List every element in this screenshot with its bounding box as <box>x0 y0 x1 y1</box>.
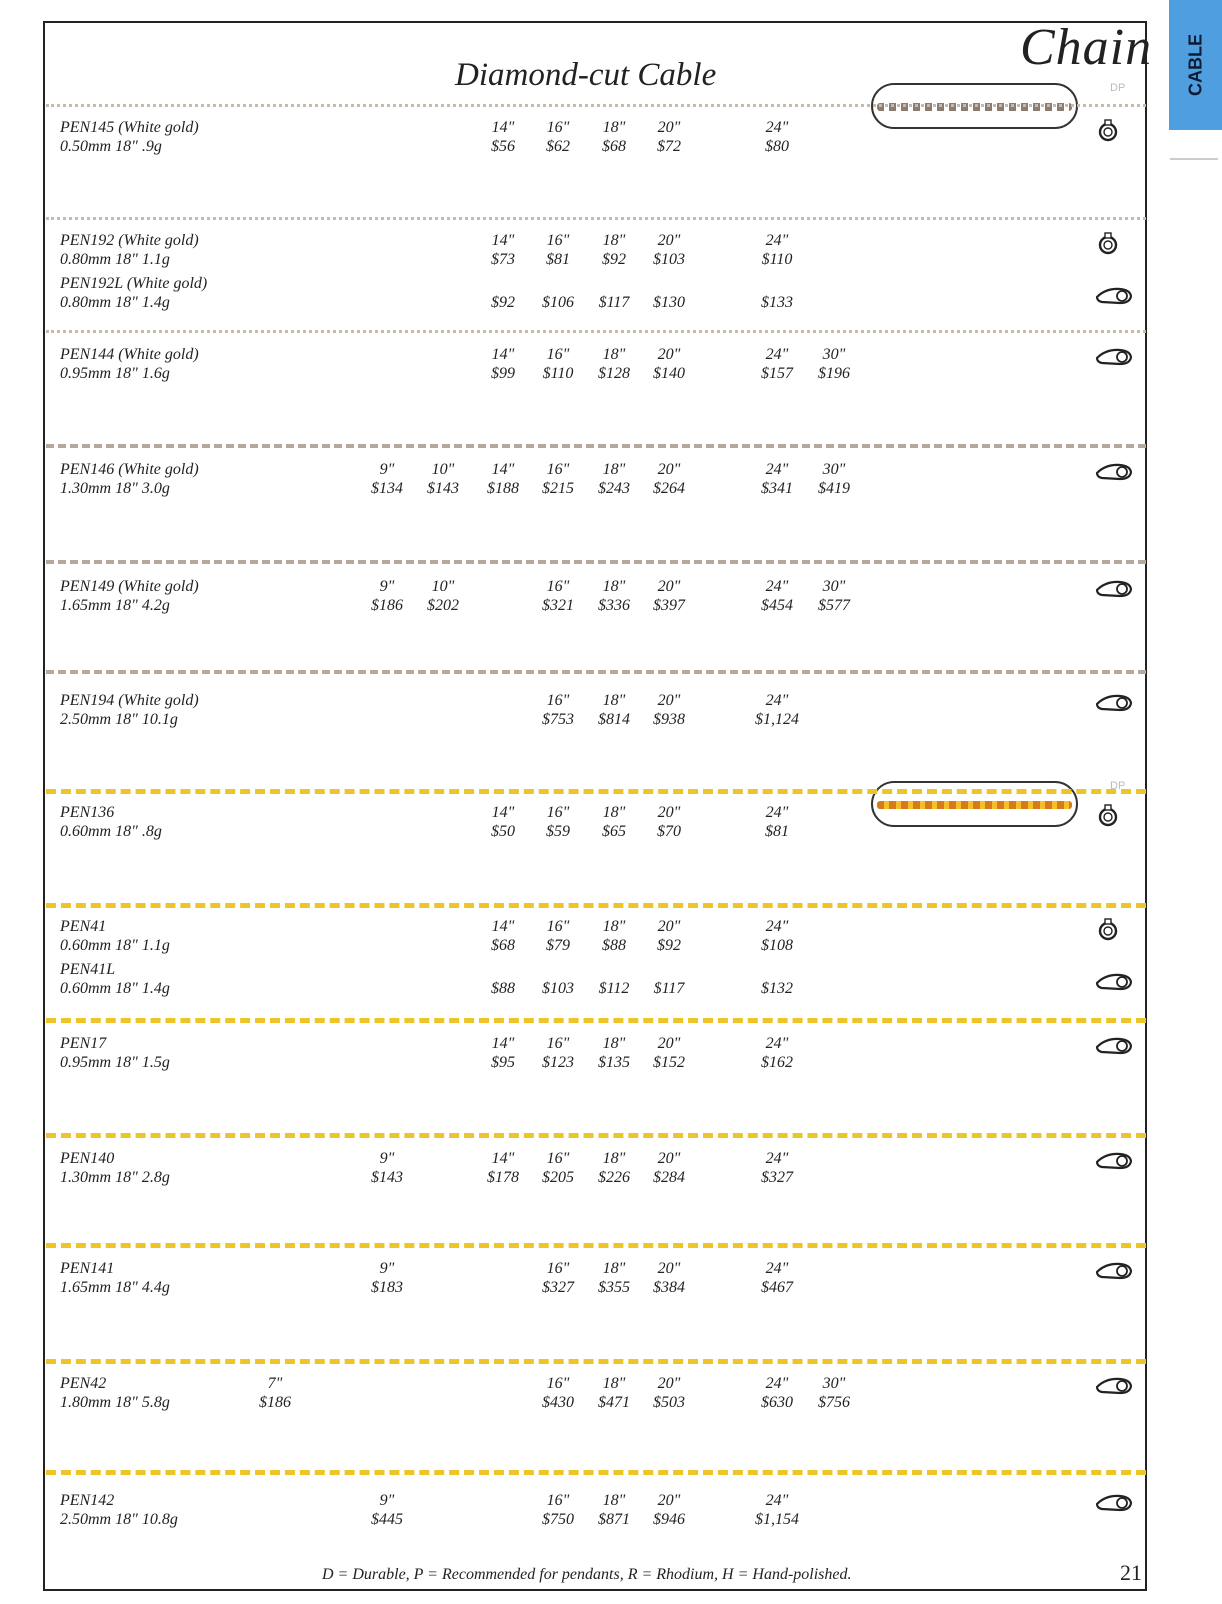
length-label <box>742 960 812 979</box>
price-value: $92 <box>657 937 681 954</box>
chain-strip <box>46 670 1146 674</box>
price-cell <box>240 1374 310 1412</box>
length-label: 14" <box>491 1035 515 1052</box>
length-label: 18" <box>602 1492 626 1509</box>
length-label: 20" <box>657 918 681 935</box>
price-value: $355 <box>598 1279 630 1296</box>
price-value: $50 <box>491 823 515 840</box>
price-cell <box>634 1491 704 1529</box>
price-value: $132 <box>761 980 793 997</box>
price-value: $202 <box>427 597 459 614</box>
price-cell <box>634 345 704 383</box>
category-tab[interactable] <box>1169 0 1222 130</box>
length-label: 9" <box>379 578 395 595</box>
sample-badge: DP <box>1110 82 1126 94</box>
price-value: $79 <box>546 937 570 954</box>
price-value: $384 <box>653 1279 685 1296</box>
price-value: $140 <box>653 365 685 382</box>
price-value: $938 <box>653 711 685 728</box>
length-label <box>634 274 704 293</box>
length-label: 30" <box>822 578 846 595</box>
product-spec: 2.50mm 18" 10.1g <box>60 711 178 728</box>
price-value: $70 <box>657 823 681 840</box>
product-spec: 0.80mm 18" 1.1g <box>60 251 170 268</box>
price-value: $95 <box>491 1054 515 1071</box>
length-label: 20" <box>657 461 681 478</box>
price-value: $59 <box>546 823 570 840</box>
price-value: $445 <box>371 1511 403 1528</box>
price-value: $152 <box>653 1054 685 1071</box>
price-cell <box>634 460 704 498</box>
product-spec: 1.80mm 18" 5.8g <box>60 1394 170 1411</box>
length-label: 14" <box>491 918 515 935</box>
price-value: $106 <box>542 294 574 311</box>
product-info <box>60 803 162 841</box>
product-name: PEN41L <box>60 961 116 978</box>
price-value: $73 <box>491 251 515 268</box>
product-info <box>60 345 199 383</box>
length-label: 16" <box>546 119 570 136</box>
chain-strip <box>46 104 1146 107</box>
length-label: 24" <box>765 1375 789 1392</box>
price-value: $183 <box>371 1279 403 1296</box>
sample-badge: DP <box>1110 780 1126 792</box>
price-value: $327 <box>542 1279 574 1296</box>
price-value: $68 <box>602 138 626 155</box>
price-cell <box>799 577 869 615</box>
lobster-clasp-icon <box>1094 1491 1134 1517</box>
length-label: 24" <box>765 1492 789 1509</box>
price-value: $81 <box>765 823 789 840</box>
length-label: 9" <box>379 1150 395 1167</box>
price-value: $327 <box>761 1169 793 1186</box>
length-label: 24" <box>765 119 789 136</box>
chain-strip <box>46 789 1146 794</box>
product-name: PEN136 <box>60 804 115 821</box>
price-cell <box>742 231 812 269</box>
price-value: $103 <box>653 251 685 268</box>
product-spec: 0.60mm 18" 1.4g <box>60 980 170 997</box>
product-name: PEN140 <box>60 1150 115 1167</box>
price-value: $454 <box>761 597 793 614</box>
length-label: 24" <box>765 578 789 595</box>
length-label: 18" <box>602 1375 626 1392</box>
lobster-clasp-icon <box>1094 577 1134 603</box>
price-value: $756 <box>818 1394 850 1411</box>
price-value: $133 <box>761 294 793 311</box>
price-value: $65 <box>602 823 626 840</box>
price-cell <box>634 917 704 955</box>
product-spec: 0.95mm 18" 1.6g <box>60 365 170 382</box>
price-value: $162 <box>761 1054 793 1071</box>
length-label: 20" <box>657 1260 681 1277</box>
lobster-clasp-icon <box>1094 1259 1134 1285</box>
price-value: $1,124 <box>755 711 799 728</box>
price-value: $178 <box>487 1169 519 1186</box>
length-label: 20" <box>657 578 681 595</box>
length-label: 14" <box>491 461 515 478</box>
length-label: 18" <box>602 1260 626 1277</box>
length-label: 16" <box>546 918 570 935</box>
product-name: PEN42 <box>60 1375 107 1392</box>
product-name: PEN141 <box>60 1260 115 1277</box>
length-label: 18" <box>602 918 626 935</box>
product-name: PEN17 <box>60 1035 107 1052</box>
product-info <box>60 960 170 998</box>
price-value: $226 <box>598 1169 630 1186</box>
tab-divider <box>1170 158 1218 160</box>
length-label: 10" <box>431 461 455 478</box>
product-info <box>60 460 199 498</box>
price-value: $56 <box>491 138 515 155</box>
length-label: 20" <box>657 1492 681 1509</box>
price-cell <box>742 1491 812 1529</box>
length-label: 14" <box>491 1150 515 1167</box>
lobster-clasp-icon <box>1094 345 1134 371</box>
length-label: 18" <box>602 346 626 363</box>
lobster-clasp-icon <box>1094 460 1134 486</box>
length-label: 16" <box>546 692 570 709</box>
price-value: $112 <box>598 980 630 997</box>
price-cell <box>634 960 704 998</box>
lobster-clasp-icon <box>1094 970 1134 996</box>
product-spec: 1.30mm 18" 2.8g <box>60 1169 170 1186</box>
price-value: $88 <box>491 980 515 997</box>
length-label: 14" <box>491 232 515 249</box>
price-cell <box>634 1034 704 1072</box>
length-label: 16" <box>546 1035 570 1052</box>
chain-strip <box>46 444 1146 448</box>
price-value: $110 <box>761 251 793 268</box>
price-cell <box>742 118 812 156</box>
section-title: Diamond-cut Cable <box>455 57 717 93</box>
length-label: 9" <box>379 461 395 478</box>
product-spec: 0.50mm 18" .9g <box>60 138 162 155</box>
price-value: $103 <box>542 980 574 997</box>
length-label: 20" <box>657 1375 681 1392</box>
product-spec: 0.95mm 18" 1.5g <box>60 1054 170 1071</box>
page-number: 21 <box>1120 1560 1142 1585</box>
length-label: 18" <box>602 804 626 821</box>
price-value: $186 <box>371 597 403 614</box>
product-info <box>60 577 199 615</box>
product-spec: 2.50mm 18" 10.8g <box>60 1511 178 1528</box>
spring-ring-clasp-icon <box>1094 231 1134 257</box>
price-value: $750 <box>542 1511 574 1528</box>
length-label: 16" <box>546 1150 570 1167</box>
length-label: 14" <box>491 346 515 363</box>
product-name: PEN194 (White gold) <box>60 692 199 709</box>
product-name: PEN144 (White gold) <box>60 346 199 363</box>
page-title: Chain <box>1020 19 1153 76</box>
price-value: $205 <box>542 1169 574 1186</box>
price-value: $143 <box>427 480 459 497</box>
product-spec: 0.80mm 18" 1.4g <box>60 294 170 311</box>
length-label: 18" <box>602 692 626 709</box>
price-value: $188 <box>487 480 519 497</box>
price-value: $341 <box>761 480 793 497</box>
length-label: 14" <box>491 119 515 136</box>
product-spec: 0.60mm 18" .8g <box>60 823 162 840</box>
length-label: 18" <box>602 1150 626 1167</box>
price-value: $123 <box>542 1054 574 1071</box>
lobster-clasp-icon <box>1094 1374 1134 1400</box>
lobster-clasp-icon <box>1094 691 1134 717</box>
chain-strip <box>46 560 1146 564</box>
price-value: $753 <box>542 711 574 728</box>
length-label: 20" <box>657 232 681 249</box>
length-label: 24" <box>765 1150 789 1167</box>
price-value: $134 <box>371 480 403 497</box>
price-cell <box>742 960 812 998</box>
price-value: $336 <box>598 597 630 614</box>
price-value: $419 <box>818 480 850 497</box>
product-name: PEN146 (White gold) <box>60 461 199 478</box>
length-label: 16" <box>546 346 570 363</box>
lobster-clasp-icon <box>1094 1034 1134 1060</box>
price-value: $503 <box>653 1394 685 1411</box>
price-value: $108 <box>761 937 793 954</box>
price-value: $130 <box>653 294 685 311</box>
length-label: 20" <box>657 1150 681 1167</box>
chain-strip <box>46 330 1146 333</box>
length-label: 9" <box>379 1260 395 1277</box>
length-label: 18" <box>602 1035 626 1052</box>
product-name: PEN145 (White gold) <box>60 119 199 136</box>
length-label: 20" <box>657 346 681 363</box>
length-label: 14" <box>491 804 515 821</box>
price-cell <box>634 803 704 841</box>
price-cell <box>742 274 812 312</box>
length-label: 20" <box>657 119 681 136</box>
price-value: $397 <box>653 597 685 614</box>
length-label: 24" <box>765 461 789 478</box>
chain-strip <box>46 903 1146 908</box>
price-value: $157 <box>761 365 793 382</box>
price-value: $62 <box>546 138 570 155</box>
price-value: $110 <box>542 365 574 382</box>
price-value: $264 <box>653 480 685 497</box>
length-label: 16" <box>546 232 570 249</box>
price-cell <box>742 1259 812 1297</box>
length-label: 20" <box>657 1035 681 1052</box>
length-label: 16" <box>546 1260 570 1277</box>
spring-ring-clasp-icon <box>1094 803 1134 829</box>
length-label <box>742 274 812 293</box>
product-name: PEN142 <box>60 1492 115 1509</box>
product-name: PEN41 <box>60 918 107 935</box>
chain-strip <box>46 1133 1146 1138</box>
product-info <box>60 1374 170 1412</box>
price-cell <box>742 1034 812 1072</box>
length-label: 30" <box>822 461 846 478</box>
length-label: 9" <box>379 1492 395 1509</box>
price-cell <box>634 1374 704 1412</box>
product-info <box>60 231 199 269</box>
product-name: PEN192L (White gold) <box>60 275 208 292</box>
price-value: $284 <box>653 1169 685 1186</box>
price-cell <box>408 577 478 615</box>
product-info <box>60 274 207 312</box>
chain-strip <box>46 1470 1146 1475</box>
length-label: 16" <box>546 1492 570 1509</box>
product-name: PEN149 (White gold) <box>60 578 199 595</box>
length-label: 18" <box>602 232 626 249</box>
price-value: $471 <box>598 1394 630 1411</box>
price-value: $80 <box>765 138 789 155</box>
length-label: 30" <box>822 1375 846 1392</box>
price-value: $196 <box>818 365 850 382</box>
length-label: 24" <box>765 1260 789 1277</box>
price-value: $135 <box>598 1054 630 1071</box>
price-value: $467 <box>761 1279 793 1296</box>
price-cell <box>634 1259 704 1297</box>
product-info <box>60 917 170 955</box>
chain-strip <box>46 1243 1146 1248</box>
length-label: 24" <box>765 692 789 709</box>
price-value: $1,154 <box>755 1511 799 1528</box>
price-cell <box>634 274 704 312</box>
price-value: $117 <box>598 294 630 311</box>
length-label: 16" <box>546 461 570 478</box>
price-value: $215 <box>542 480 574 497</box>
length-label: 18" <box>602 119 626 136</box>
price-cell <box>799 460 869 498</box>
price-value: $81 <box>546 251 570 268</box>
product-spec: 0.60mm 18" 1.1g <box>60 937 170 954</box>
length-label: 16" <box>546 578 570 595</box>
price-value: $92 <box>602 251 626 268</box>
price-value: $68 <box>491 937 515 954</box>
product-info <box>60 1491 178 1529</box>
product-info <box>60 1149 170 1187</box>
price-cell <box>742 803 812 841</box>
length-label: 20" <box>657 692 681 709</box>
product-name: PEN192 (White gold) <box>60 232 199 249</box>
price-value: $143 <box>371 1169 403 1186</box>
length-label: 24" <box>765 918 789 935</box>
gold-chain-sample <box>871 781 1078 827</box>
length-label: 7" <box>267 1375 283 1392</box>
price-cell <box>634 577 704 615</box>
lobster-clasp-icon <box>1094 1149 1134 1175</box>
length-label: 24" <box>765 346 789 363</box>
product-info <box>60 1259 170 1297</box>
length-label: 10" <box>431 578 455 595</box>
price-cell <box>799 345 869 383</box>
length-label: 16" <box>546 804 570 821</box>
price-cell <box>742 917 812 955</box>
length-label: 18" <box>602 461 626 478</box>
price-cell <box>634 691 704 729</box>
product-spec: 1.65mm 18" 4.4g <box>60 1279 170 1296</box>
price-cell <box>634 1149 704 1187</box>
product-spec: 1.30mm 18" 3.0g <box>60 480 170 497</box>
product-info <box>60 1034 170 1072</box>
length-label: 16" <box>546 1375 570 1392</box>
price-cell <box>352 1149 422 1187</box>
product-spec: 1.65mm 18" 4.2g <box>60 597 170 614</box>
spring-ring-clasp-icon <box>1094 917 1134 943</box>
price-value: $243 <box>598 480 630 497</box>
product-info <box>60 118 199 156</box>
chain-strip <box>46 217 1146 220</box>
price-cell <box>799 1374 869 1412</box>
price-cell <box>352 1491 422 1529</box>
price-cell <box>742 1149 812 1187</box>
price-value: $186 <box>259 1394 291 1411</box>
lobster-clasp-icon <box>1094 284 1134 310</box>
length-label: 24" <box>765 1035 789 1052</box>
length-label <box>634 960 704 979</box>
category-tab-label: CABLE <box>1185 34 1205 96</box>
price-cell <box>634 231 704 269</box>
price-value: $430 <box>542 1394 574 1411</box>
chain-strip <box>46 1359 1146 1364</box>
spring-ring-clasp-icon <box>1094 118 1134 144</box>
length-label: 20" <box>657 804 681 821</box>
price-value: $128 <box>598 365 630 382</box>
price-value: $72 <box>657 138 681 155</box>
price-value: $117 <box>653 980 685 997</box>
length-label: 18" <box>602 578 626 595</box>
price-value: $88 <box>602 937 626 954</box>
chain-strip <box>46 1018 1146 1023</box>
price-value: $630 <box>761 1394 793 1411</box>
price-cell <box>352 1259 422 1297</box>
price-value: $871 <box>598 1511 630 1528</box>
price-value: $321 <box>542 597 574 614</box>
price-value: $814 <box>598 711 630 728</box>
product-info <box>60 691 199 729</box>
price-cell <box>742 691 812 729</box>
price-value: $946 <box>653 1511 685 1528</box>
price-value: $577 <box>818 597 850 614</box>
price-value: $99 <box>491 365 515 382</box>
price-cell <box>634 118 704 156</box>
length-label: 24" <box>765 232 789 249</box>
length-label: 24" <box>765 804 789 821</box>
length-label: 30" <box>822 346 846 363</box>
price-value: $92 <box>491 294 515 311</box>
